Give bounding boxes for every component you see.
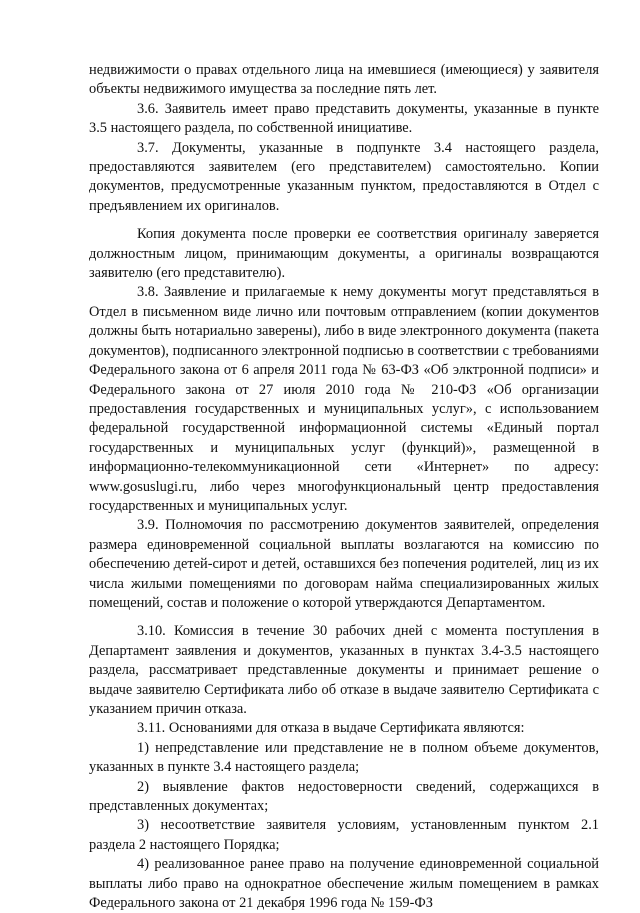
paragraph-3-11: 3.11. Основаниями для отказа в выдаче Сертификата являются: bbox=[137, 720, 525, 737]
list-item-2: 2) выявление фактов недостоверности сведений, содержащихся в представленных документах; bbox=[89, 778, 599, 815]
paragraph-3-6: 3.6. Заявитель имеет право представить документы, указанные в пункте 3.5 настоящего раздела, по собственной инициативе. bbox=[89, 100, 599, 137]
list-item-1: 1) непредставление или представление не в полном объеме документов, указанных в пункте 3.4 настоящего раздела; bbox=[89, 739, 599, 776]
list-item-3: 3) несоответствие заявителя условиям, установленным пунктом 2.1 раздела 2 настоящего Порядка; bbox=[89, 817, 599, 853]
list-item-4: 4) реализованное ранее право на получение единовременной социальной выплаты либо право на однократное обеспечение жилым помещением в рамках Федерального закона от 21 декабря 1996 года № 159-ФЗ bbox=[89, 856, 599, 912]
paragraph-3-9: 3.9. Полномочия по рассмотрению документов заявителей, определения размера единовременной социальной выплаты возлагаются на комиссию по обеспечению детей-сирот и детей, оставшихся без попечения родителей, лиц из их числа жилыми помещениями по договорам найма специализированных жилых помещений, состав и положение о которой утверждаются Департаментом. bbox=[89, 517, 599, 611]
paragraph-3-8: 3.8. Заявление и прилагаемые к нему документы могут представляться в Отдел в письменном виде лично или почтовым отправлением (копии документов должны быть нотариально заверены), либо в виде электронного документа (пакета документов), подписанного электронной подписью в соответствии с требованиями Федерального закона от 6 апреля 2011 года № 63-ФЗ «Об элктронной подписи» и Федерального закона от 27 июля 2010 года № 210-ФЗ «Об организации предоставления государственных и муниципальных услуг», с использованием федеральной государственной информационной системы «Единый портал государственных и муниципальных услуг (функций)», размещенной в информационно-телекоммуникационной сети «Интернет» по адресу: www.gosuslugi.ru, либо через многофункциональный центр предоставления государственных и муниципальных услуг. bbox=[89, 284, 599, 514]
paragraph-copy-certification: Копия документа после проверки ее соответствия оригиналу заверяется должностным лицом, принимающим документы, а оригиналы возвращаются заявителю (его представителю). bbox=[89, 226, 599, 282]
document-page bbox=[89, 61, 599, 913]
paragraph-3-7: 3.7. Документы, указанные в подпункте 3.4 настоящего раздела, предоставляются заявителем (его представителем) самостоятельно. Копии документов, предусмотренные указанным пунктом, предоставляются в Отдел с предъявлением их оригиналов. bbox=[89, 139, 599, 214]
paragraph-continuation: недвижимости о правах отдельного лица на имевшиеся (имеющиеся) у заявителя объекты недвижимого имущества за последние пять лет. bbox=[89, 62, 599, 98]
paragraph-3-10: 3.10. Комиссия в течение 30 рабочих дней с момента поступления в Департамент заявления и документов, указанных в пунктах 3.4-3.5 настоящего раздела, рассматривает представленные документы и принимает решение о выдаче заявителю Сертификата либо об отказе в выдаче заявителю Сертификата с указанием причин отказа. bbox=[89, 623, 599, 717]
